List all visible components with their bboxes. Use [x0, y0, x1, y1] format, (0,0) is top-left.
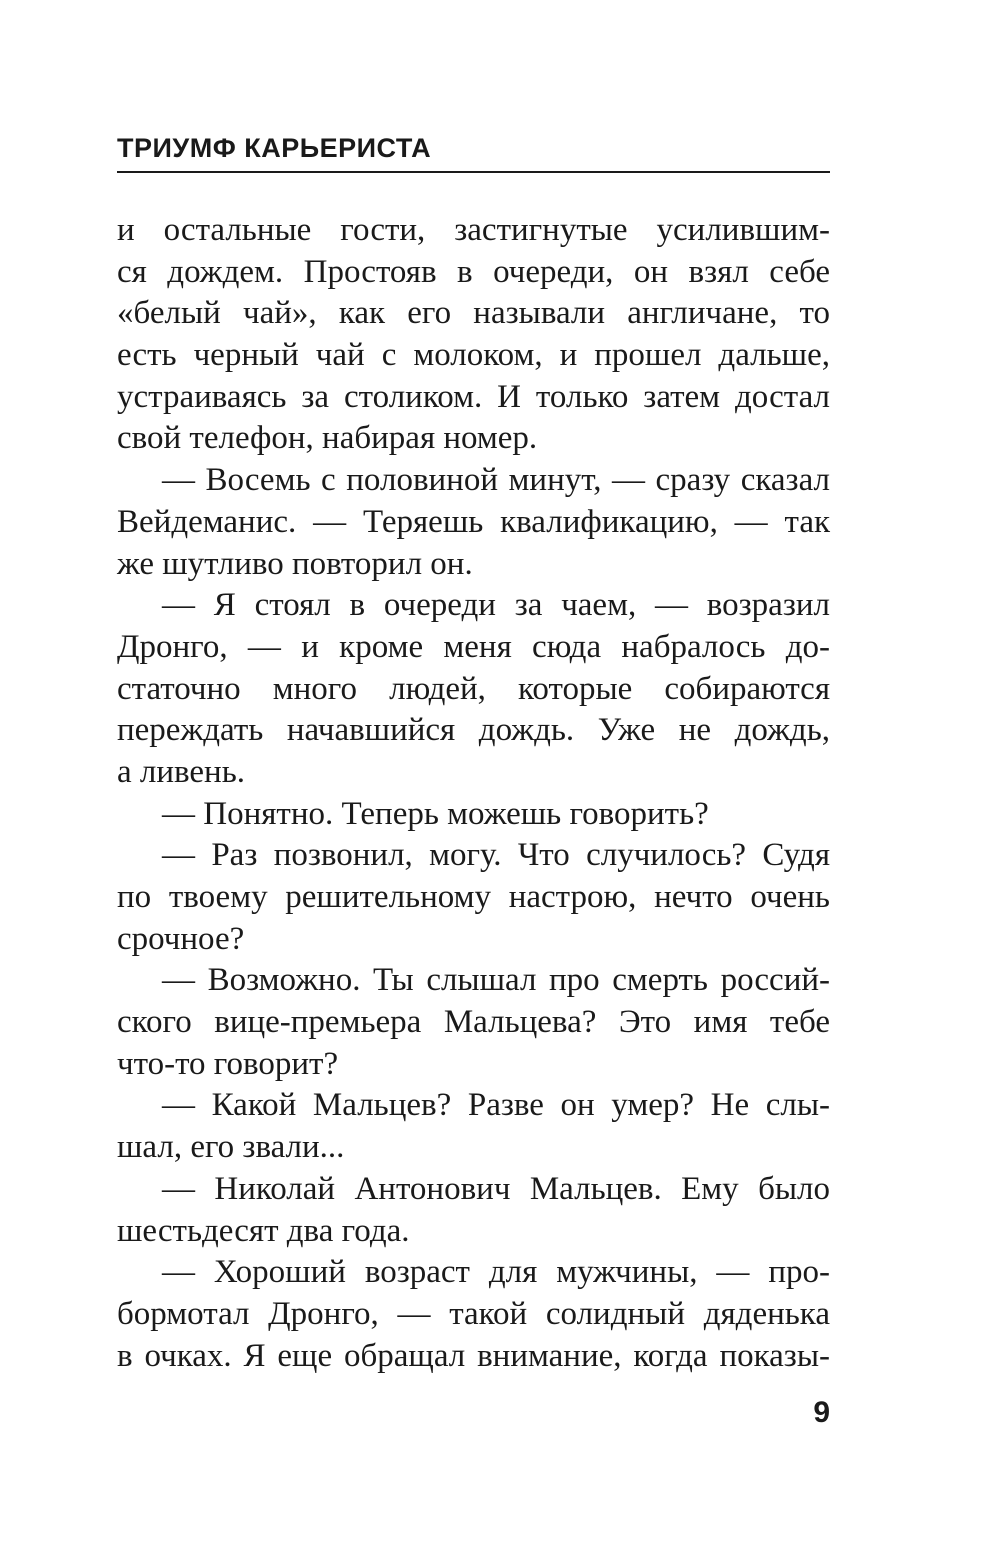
- text-line: бормотал Дронго, — такой солидный дяденька: [117, 1295, 830, 1332]
- paragraph: [117, 960, 830, 1085]
- text-line: срочное?: [117, 920, 245, 957]
- paragraph: [117, 460, 830, 585]
- text-line: по твоему решительному настрою, нечто очень: [117, 879, 830, 915]
- text-line: — Николай Антонович Мальцев. Ему было: [162, 1170, 830, 1207]
- paragraph: [117, 1169, 830, 1252]
- text-line: шал, его звали...: [117, 1129, 345, 1166]
- text-line: ся дождем. Простояв в очереди, он взял себе: [117, 253, 830, 290]
- paragraph: [117, 794, 830, 836]
- body-text: [117, 210, 830, 1377]
- text-line: — Какой Мальцев? Разве он умер? Не слы-: [162, 1087, 830, 1124]
- text-line: — Я стоял в очереди за чаем, — возразил: [162, 587, 830, 624]
- text-line: Вейдеманис. — Теряешь квалификацию, — так: [117, 503, 830, 540]
- text-line: свой телефон, набирая номер.: [117, 420, 538, 457]
- text-line: что-то говорит?: [117, 1045, 339, 1082]
- paragraph: [117, 1085, 830, 1168]
- text-line: — Раз позвонил, могу. Что случилось? Судя: [162, 837, 830, 874]
- text-line: в очках. Я еще обращал внимание, когда показы-: [117, 1337, 830, 1374]
- text-line: а ливень.: [117, 753, 246, 790]
- text-line: «белый чай», как его называли англичане, то: [117, 295, 830, 332]
- text-line: же шутливо повторил он.: [117, 545, 473, 582]
- paragraph: [117, 835, 830, 960]
- text-line: Дронго, — и кроме меня сюда набралось до-: [117, 628, 830, 665]
- text-line: статочно много людей, которые собираются: [117, 670, 830, 707]
- paragraph: [117, 210, 830, 460]
- paragraph: [117, 1252, 830, 1377]
- text-line: и остальные гости, застигнутые усилившим-: [117, 212, 830, 248]
- text-line: устраиваясь за столиком. И только затем достал: [117, 378, 830, 415]
- paragraph: [117, 585, 830, 793]
- text-line: — Хороший возраст для мужчины, — про-: [162, 1254, 830, 1291]
- text-line: ского вице-премьера Мальцева? Это имя тебе: [117, 1004, 830, 1041]
- text-line: — Восемь с половиной минут, — сразу сказал: [162, 462, 830, 499]
- text-line: — Возможно. Ты слышал про смерть россий-: [162, 962, 830, 999]
- running-header: ТРИУМФ КАРЬЕРИСТА: [117, 133, 432, 163]
- text-line: переждать начавшийся дождь. Уже не дождь,: [117, 712, 830, 749]
- text-line: — Понятно. Теперь можешь говорить?: [162, 795, 709, 832]
- page-number: 9: [813, 1396, 830, 1429]
- text-line: есть черный чай с молоком, и прошел дальше,: [117, 337, 830, 374]
- text-line: шестьдесят два года.: [117, 1212, 410, 1249]
- header-rule: [117, 171, 830, 173]
